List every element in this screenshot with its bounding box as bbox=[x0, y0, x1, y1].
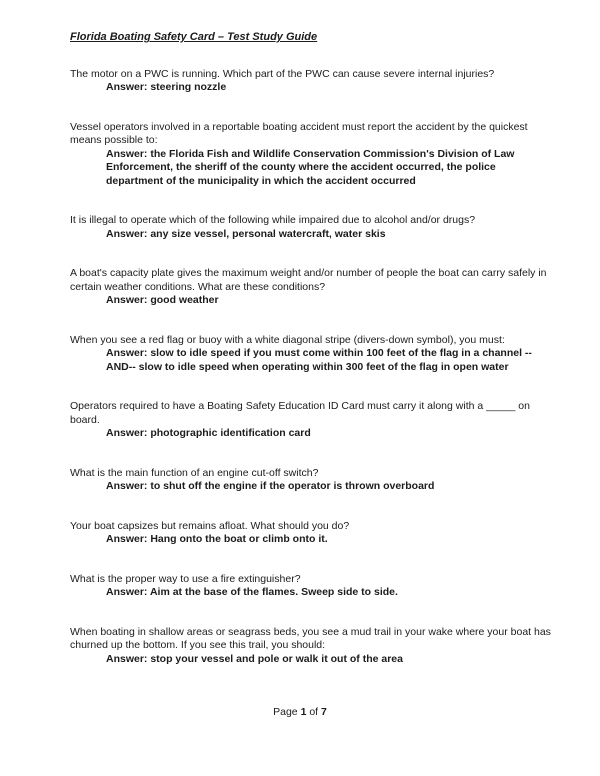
qa-item bbox=[70, 214, 552, 241]
question-text: Your boat capsizes but remains afloat. What should you do? bbox=[70, 519, 350, 532]
question-text: What is the main function of an engine cut-off switch? bbox=[70, 466, 319, 479]
answer-text: Answer: Aim at the base of the flames. Sweep side to side. bbox=[106, 586, 398, 598]
answer-text: Answer: good weather bbox=[106, 294, 219, 306]
page-footer bbox=[0, 706, 600, 720]
question-text: What is the proper way to use a fire extinguisher? bbox=[70, 572, 301, 585]
qa-item bbox=[70, 626, 552, 667]
qa-item bbox=[70, 267, 552, 308]
footer-page-label: Page bbox=[273, 706, 301, 718]
qa-item bbox=[70, 467, 552, 494]
qa-item bbox=[70, 121, 552, 189]
question-text: When you see a red flag or buoy with a white diagonal stripe (divers-down symbol), you must: bbox=[70, 333, 505, 346]
document-content bbox=[70, 31, 552, 692]
qa-item bbox=[70, 573, 552, 600]
answer-text: Answer: stop your vessel and pole or walk it out of the area bbox=[106, 652, 403, 665]
answer-text: Answer: the Florida Fish and Wildlife Conservation Commission's Division of Law Enforcement, the sheriff of the county where the accident occurred, the police department of the municipality in which the accident occurred bbox=[106, 147, 515, 187]
footer-total-pages: 7 bbox=[321, 706, 327, 718]
qa-list bbox=[70, 68, 552, 667]
answer-text: Answer: slow to idle speed if you must come within 100 feet of the flag in a channel --AND-- slow to idle speed when operating within 300 feet of the flag in open water bbox=[106, 347, 532, 373]
question-text: A boat's capacity plate gives the maximum weight and/or number of people the boat can carry safely in certain weather conditions. What are these conditions? bbox=[70, 267, 547, 293]
qa-item bbox=[70, 400, 552, 441]
answer-text: Answer: Hang onto the boat or climb onto it. bbox=[106, 533, 328, 545]
question-text: When boating in shallow areas or seagrass beds, you see a mud trail in your wake where your boat has churned up the bottom. If you see this trail, you should: bbox=[70, 625, 551, 651]
question-text: It is illegal to operate which of the following while impaired due to alcohol and/or drugs? bbox=[70, 214, 476, 226]
qa-item bbox=[70, 334, 552, 375]
footer-page-number: 1 bbox=[300, 706, 307, 718]
answer-text: Answer: to shut off the engine if the operator is thrown overboard bbox=[106, 480, 435, 492]
qa-item bbox=[70, 520, 552, 547]
question-text: Operators required to have a Boating Safety Education ID Card must carry it along with a _____ on board. bbox=[70, 400, 530, 426]
qa-item bbox=[70, 68, 552, 95]
question-text: The motor on a PWC is running. Which part of the PWC can cause severe internal injuries? bbox=[70, 67, 495, 80]
answer-text: Answer: photographic identification card bbox=[106, 427, 311, 439]
answer-text: Answer: any size vessel, personal watercraft, water skis bbox=[106, 227, 386, 240]
document-title: Florida Boating Safety Card – Test Study Guide bbox=[70, 31, 318, 43]
footer-of-label: of bbox=[306, 706, 322, 718]
question-text: Vessel operators involved in a reportable boating accident must report the accident by the quickest means possible to: bbox=[70, 120, 528, 146]
answer-text: Answer: steering nozzle bbox=[106, 81, 227, 93]
